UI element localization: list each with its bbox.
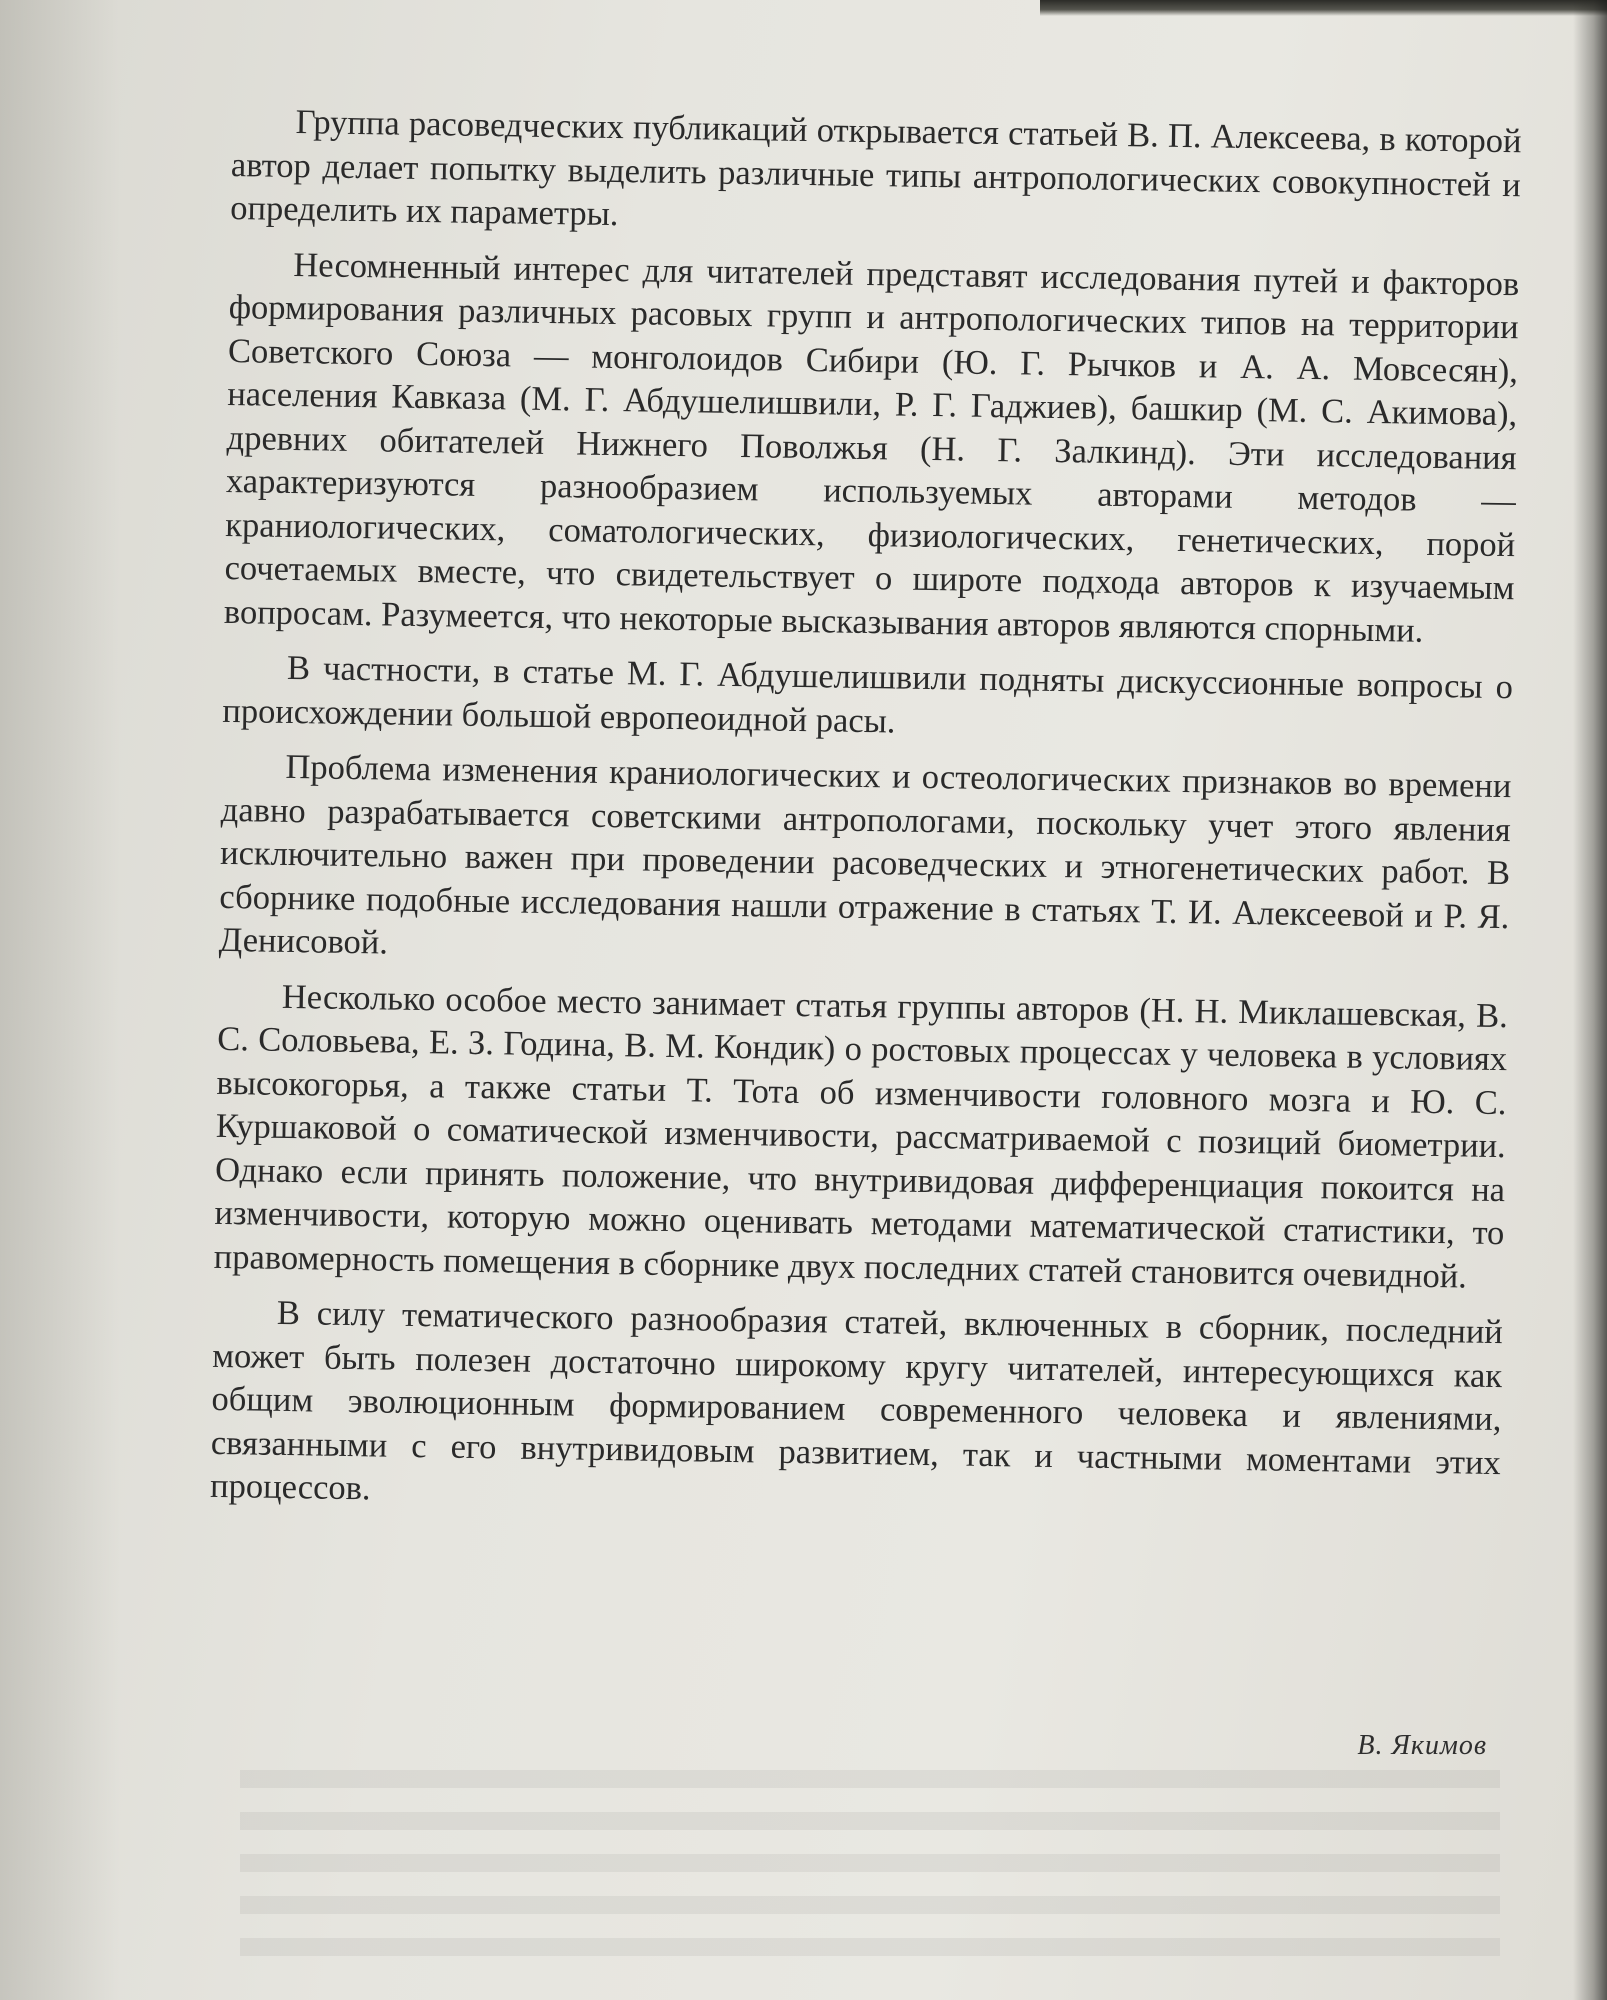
page-edge-top [1040,0,1607,16]
paragraph-5: Несколько особое место занимает статья группы авторов (Н. Н. Миклашевская, В. С. Соловьева, Е. З. Година, В. М. Кондик) о ростовых процессах у человека в условиях высокогорья, а также статьи Т. Тота об изменчивости головного мозга и Ю. С. Куршаковой о соматической изменчивости, рассматриваемой с позиций биометрии. Однако если принять положение, что внутривидовая дифференциация покоится на изменчивости, которую можно оценивать методами математической статистики, то правомерность помещения в сборнике двух последних статей становится очевидной. [213,977,1509,1296]
page-shadow [0,0,120,2000]
show-through-text [240,1770,1500,1970]
paragraph-3: В частности, в статье М. Г. Абдушелишвили подняты дискуссионные вопросы о происхождении большой европеоидной расы. [222,648,1514,740]
body-text [210,100,1522,1541]
paragraph-4: Проблема изменения краниологических и остеологических признаков во времени давно разрабатывается советскими антропологами, поскольку учет этого явления исключительно важен при проведении расоведческих и этногенетических работ. В сборнике подобные исследования нашли отражение в статьях Т. И. Алексеевой и Р. Я. Денисовой. [218,747,1512,962]
page-edge-right [1573,0,1607,2000]
author-signature: В. Якимов [1357,1730,1487,1761]
paragraph-1: Группа расоведческих публикаций открывается статьей В. П. Алексеева, в которой автор делает попытку выделить различные типы антропологических совокупностей и определить их параметры. [230,103,1522,234]
paragraph-6: В силу тематического разнообразия статей, включенных в сборник, последний может быть полезен достаточно широкому кругу читателей, интересующихся как общим эволюционным формированием современного человека и явлениями, связанными с его внутривидовым развитием, так и частными моментами этих процессов. [209,1293,1504,1508]
paragraph-2: Несомненный интерес для читателей представят исследования путей и факторов формирования различных расовых групп и антропологических типов на территории Советского Союза — монголоидов Сибири (Ю. Г. Рычков и А. А. Мовсесян), населения Кавказа (М. Г. Абдушелишвили, Р. Г. Гаджиев), башкир (М. С. Акимова), древних обитателей Нижнего Поволжья (Н. Г. Залкинд). Эти исследования характеризуются разнообразием используемых авторами методов — краниологических, соматологических, физиологических, генетических, порой сочетаемых вместе, что свидетельствует о широте подхода авторов к изучаемым вопросам. Разумеется, что некоторые высказывания авторов являются спорными. [223,245,1520,650]
